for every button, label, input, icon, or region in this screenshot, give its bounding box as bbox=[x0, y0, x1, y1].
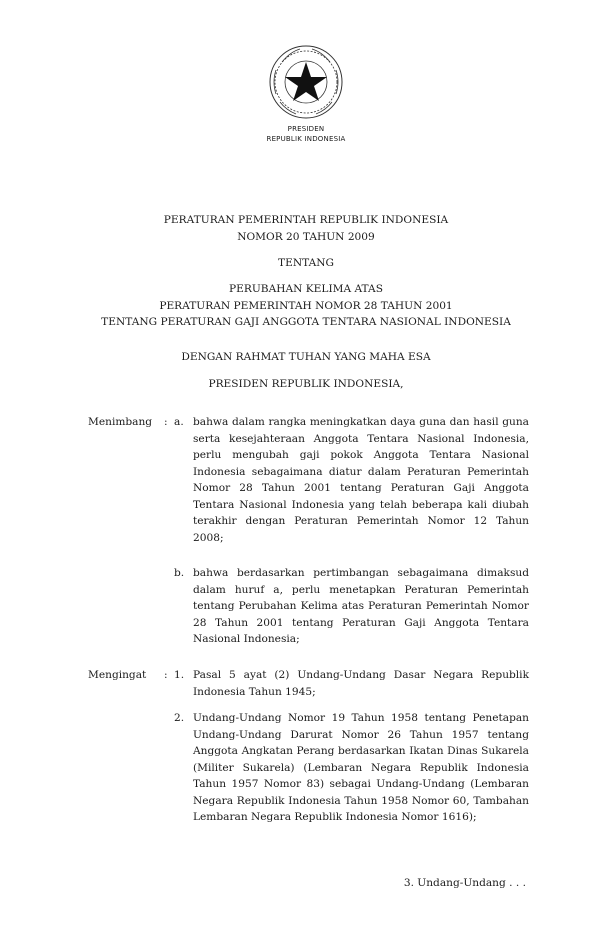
item-marker: b. bbox=[174, 567, 185, 579]
garuda-emblem-icon bbox=[266, 42, 346, 122]
regulation-number: NOMOR 20 TAHUN 2009 bbox=[237, 230, 375, 243]
institution-line1: PRESIDEN bbox=[287, 125, 325, 133]
menimbang-label: Menimbang bbox=[88, 416, 153, 428]
subject-line2: PERATURAN PEMERINTAH NOMOR 28 TAHUN 2001 bbox=[159, 299, 453, 312]
institution-line2: REPUBLIK INDONESIA bbox=[266, 135, 346, 143]
item-text: Undang-Undang Nomor 19 Tahun 1958 tentang Penetapan Undang-Undang Darurat Nomor 26 Tahun 1957 tentang Anggota Angkatan Perang berdasarkan Ikatan Dinas Sukarela (Militer Sukarela) (Lembaran Negara Republik Indonesia Tahun 1957 Nomor 83) sebagai Undang-Undang (Lembaran Negara Republik Indonesia Tahun 1958 Nomor 60, Tambahan Lembaran Negara Republik Indonesia Nomor 1616); bbox=[193, 712, 529, 823]
mengingat-label: Mengingat bbox=[88, 669, 147, 681]
regulation-title: PERATURAN PEMERINTAH REPUBLIK INDONESIA bbox=[163, 214, 449, 226]
item-text: bahwa dalam rangka meningkatkan daya guna dan hasil guna serta kesejahteraan Anggota Tentara Nasional Indonesia, perlu mengubah gaji pokok Anggota Tentara Nasional Indonesia sebagaimana diatur dalam Peraturan Pemerintah Nomor 28 Tahun 2001 tentang Peraturan Gaji Anggota Tentara Nasional Indonesia yang telah beberapa kali diubah terakhir dengan Peraturan Pemerintah Nomor 12 Tahun 2008; bbox=[193, 416, 529, 544]
tentang-heading: TENTANG bbox=[278, 257, 334, 269]
item-marker: 1. bbox=[174, 669, 185, 681]
item-text: Pasal 5 ayat (2) Undang-Undang Dasar Negara Republik Indonesia Tahun 1945; bbox=[193, 669, 529, 698]
item-text: bahwa berdasarkan pertimbangan sebagaimana dimaksud dalam huruf a, perlu menetapkan Peraturan Pemerintah tentang Perubahan Kelima atas Peraturan Pemerintah Nomor 28 Tahun 2001 tentang Peraturan Gaji Anggota Tentara Nasional Indonesia; bbox=[193, 567, 529, 645]
item-marker: a. bbox=[174, 416, 184, 428]
menimbang-colon: : bbox=[164, 416, 168, 428]
item-marker: 2. bbox=[174, 712, 185, 724]
issuer-line: PRESIDEN REPUBLIK INDONESIA, bbox=[208, 378, 404, 390]
blessing-line: DENGAN RAHMAT TUHAN YANG MAHA ESA bbox=[181, 351, 431, 363]
subject-line3: TENTANG PERATURAN GAJI ANGGOTA TENTARA NASIONAL INDONESIA bbox=[101, 316, 511, 328]
continuation-note: 3. Undang-Undang . . . bbox=[403, 877, 526, 889]
subject-line1: PERUBAHAN KELIMA ATAS bbox=[229, 283, 383, 295]
mengingat-colon: : bbox=[164, 669, 168, 681]
